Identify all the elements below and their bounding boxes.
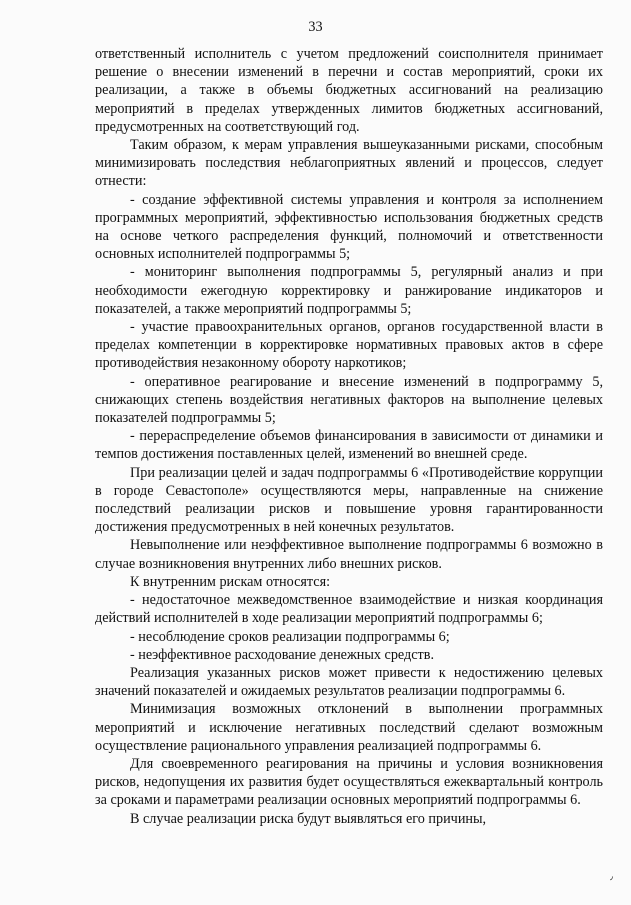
- list-item-1: - создание эффективной системы управления и контроля за исполнением программных мероприятий, эффективностью использования бюджетных средств на основе четкого распределения функций, полномочий и ответственности основных исполнителей подпрограммы 5;: [95, 191, 603, 263]
- paragraph-2: Таким образом, к мерам управления вышеуказанными рисками, способным минимизировать последствия неблагоприятных явлений и процессов, следует отнести:: [95, 137, 603, 190]
- list-item-4: - оперативное реагирование и внесение изменений в подпрограмму 5, снижающих степень воздействия негативных факторов на выполнение целевых показателей подпрограммы 5;: [95, 373, 603, 427]
- document-body: [95, 45, 603, 828]
- paragraph-5: К внутренним рискам относятся:: [130, 573, 331, 590]
- list-item-6: - недостаточное межведомственное взаимодействие и низкая координация действий исполнителей в ходе реализации мероприятий подпрограммы 6;: [95, 592, 603, 627]
- paragraph-3: При реализации целей и задач подпрограммы 6 «Противодействие коррупции в городе Севастополе» осуществляются меры, направленные на снижение последствий реализации рисков и повышение уровня гарантированности достижения предусмотренных в ней конечных результатов.: [95, 464, 603, 536]
- paragraph-9: В случае реализации риска будут выявляться его причины,: [130, 810, 487, 827]
- list-item-8: - неэффективное расходование денежных средств.: [130, 646, 434, 663]
- list-item-5: - перераспределение объемов финансирования в зависимости от динамики и темпов достижения поставленных целей, изменений во внешней среде.: [95, 428, 603, 463]
- scan-mark-icon: ٫: [610, 872, 613, 882]
- paragraph-8: Для своевременного реагирования на причины и условия возникновения рисков, недопущения их развития будет осуществляться ежеквартальный контроль за сроками и параметрами реализации основных мероприятий подпрограммы 6.: [95, 755, 603, 809]
- page-number: 33: [308, 19, 323, 35]
- paragraph-4: Невыполнение или неэффективное выполнение подпрограммы 6 возможно в случае возникновения внутренних либо внешних рисков.: [95, 537, 603, 572]
- paragraph-6: Реализация указанных рисков может привести к недостижению целевых значений показателей и ожидаемых результатов реализации подпрограммы 6.: [95, 664, 603, 700]
- list-item-2: - мониторинг выполнения подпрограммы 5, регулярный анализ и при необходимости ежегодную корректировку и ранжирование индикаторов и показателей, а также мероприятий подпрограммы 5;: [95, 264, 603, 317]
- list-item-7: - несоблюдение сроков реализации подпрограммы 6;: [130, 628, 450, 645]
- list-item-3: - участие правоохранительных органов, органов государственной власти в пределах компетенции в корректировке нормативных правовых актов в сфере противодействия незаконному обороту наркотиков;: [95, 319, 603, 372]
- paragraph-1: ответственный исполнитель с учетом предложений соисполнителя принимает решение о внесении изменений в перечни и состав мероприятий, сроки их реализации, а также в объемы бюджетных ассигнований на реализацию мероприятий в пределах утвержденных лимитов бюджетных ассигнований, предусмотренных на соответствующий год.: [95, 46, 603, 135]
- paragraph-7: Минимизация возможных отклонений в выполнении программных мероприятий и исключение негативных последствий сделают возможным осуществление рационального управления реализацией подпрограммы 6.: [95, 701, 603, 754]
